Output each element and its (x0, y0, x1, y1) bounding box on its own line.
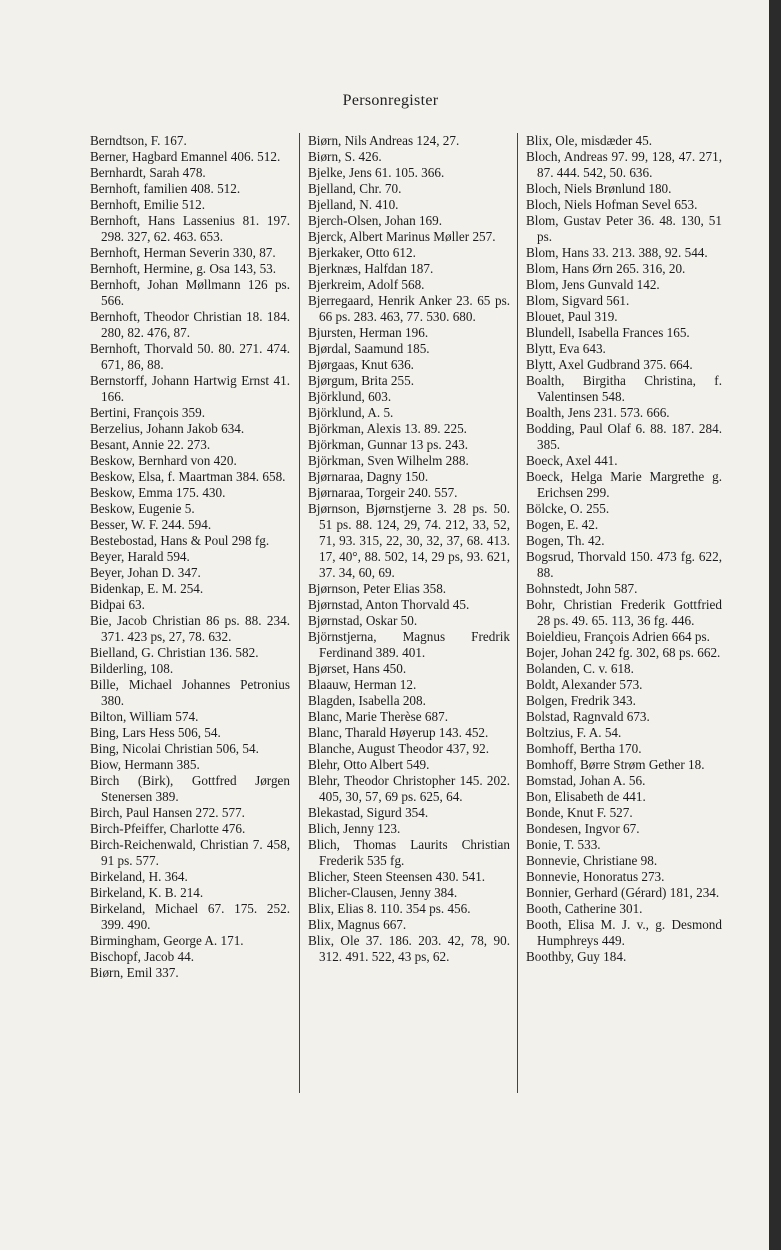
index-entry: Bernhoft, familien 408. 512. (90, 181, 241, 196)
index-entry: Blom, Jens Gunvald 142. (526, 277, 660, 292)
index-entry: Birch-Pfeiffer, Charlotte 476. (90, 821, 246, 836)
index-entry: Biow, Hermann 385. (90, 757, 200, 772)
column-rule (299, 133, 300, 1093)
index-entry: Blich, Thomas Laurits Christian Frederik 535 fg. (308, 837, 510, 868)
index-entry: Bjørnson, Bjørnstjerne 3. 28 ps. 50. 51 ps. 88. 124, 29, 74. 212, 33, 52, 71, 93. 315, 22, 30, 32, 37, 68. 413. 17, 40°, 88. 502, 14, 29 ps, 93. 621, 37. 34, 60, 69. (308, 501, 510, 580)
index-entry: Berner, Hagbard Emannel 406. 512. (90, 149, 281, 164)
index-entry: Bernhoft, Theodor Christian 18. 184. 280, 82. 476, 87. (90, 309, 290, 340)
index-entry: Birkeland, K. B. 214. (90, 885, 204, 900)
index-entry: Boothby, Guy 184. (526, 949, 627, 964)
index-entry: Bjerregaard, Henrik Anker 23. 65 ps. 66 ps. 283. 463, 77. 530. 680. (308, 293, 510, 324)
index-entry: Bohr, Christian Frederik Gottfried 28 ps. 49. 65. 113, 36 fg. 446. (526, 597, 722, 628)
index-entry: Bohnstedt, John 587. (526, 581, 638, 596)
index-entry: Bonnevie, Christiane 98. (526, 853, 658, 868)
index-entry: Blich, Jenny 123. (308, 821, 401, 836)
index-entry: Bomhoff, Børre Strøm Gether 18. (526, 757, 705, 772)
index-entry: Birkeland, H. 364. (90, 869, 188, 884)
index-entry: Bomstad, Johan A. 56. (526, 773, 646, 788)
index-entry: Björkman, Alexis 13. 89. 225. (308, 421, 467, 436)
index-entry: Berzelius, Johann Jakob 634. (90, 421, 245, 436)
index-entry: Bjørset, Hans 450. (308, 661, 407, 676)
index-entry: Blom, Sigvard 561. (526, 293, 630, 308)
index-entry: Blytt, Axel Gudbrand 375. 664. (526, 357, 693, 372)
index-entry: Blix, Elias 8. 110. 354 ps. 456. (308, 901, 471, 916)
index-entry: Biørn, Nils Andreas 124, 27. (308, 133, 460, 148)
index-entry: Bjerch-Olsen, Johan 169. (308, 213, 443, 228)
index-entry: Bernhoft, Thorvald 50. 80. 271. 474. 671, 86, 88. (90, 341, 290, 372)
index-entry: Bidpai 63. (90, 597, 145, 612)
index-entry: Bogen, Th. 42. (526, 533, 605, 548)
index-entry: Blom, Hans Ørn 265. 316, 20. (526, 261, 686, 276)
index-entry: Bolgen, Fredrik 343. (526, 693, 636, 708)
index-entry: Booth, Elisa M. J. v., g. Desmond Humphreys 449. (526, 917, 722, 948)
index-entry: Boltzius, F. A. 54. (526, 725, 622, 740)
index-entry: Blicher-Clausen, Jenny 384. (308, 885, 458, 900)
index-entry: Blekastad, Sigurd 354. (308, 805, 429, 820)
index-entry: Besant, Annie 22. 273. (90, 437, 211, 452)
index-entry: Boalth, Birgitha Christina, f. Valentinsen 548. (526, 373, 722, 404)
index-entry: Bjerkreim, Adolf 568. (308, 277, 425, 292)
index-entry: Blouet, Paul 319. (526, 309, 618, 324)
index-entry: Bielland, G. Christian 136. 582. (90, 645, 259, 660)
index-entry: Blom, Hans 33. 213. 388, 92. 544. (526, 245, 708, 260)
index-entry: Blehr, Theodor Christopher 145. 202. 405, 30, 57, 69 ps. 625, 64. (308, 773, 510, 804)
page-edge (769, 0, 781, 1250)
index-entry: Björklund, A. 5. (308, 405, 394, 420)
index-entry: Bernhoft, Emilie 512. (90, 197, 206, 212)
index-entry: Bogen, E. 42. (526, 517, 599, 532)
index-entry: Björkman, Gunnar 13 ps. 243. (308, 437, 469, 452)
index-entry: Bjørgum, Brita 255. (308, 373, 414, 388)
index-entry: Bloch, Niels Brønlund 180. (526, 181, 672, 196)
index-entry: Blagden, Isabella 208. (308, 693, 426, 708)
index-entry: Bolanden, C. v. 618. (526, 661, 634, 676)
index-entry: Beskow, Bernhard von 420. (90, 453, 237, 468)
index-entry: Bernstorff, Johann Hartwig Ernst 41. 166. (90, 373, 290, 404)
index-entry: Beyer, Harald 594. (90, 549, 190, 564)
index-entry: Bilderling, 108. (90, 661, 174, 676)
index-entry: Bjerck, Albert Marinus Møller 257. (308, 229, 496, 244)
index-entry: Bjerknæs, Halfdan 187. (308, 261, 434, 276)
index-entry: Bischopf, Jacob 44. (90, 949, 195, 964)
index-entry: Blicher, Steen Steensen 430. 541. (308, 869, 486, 884)
index-column-2 (308, 133, 510, 965)
index-entry: Blehr, Otto Albert 549. (308, 757, 430, 772)
index-entry: Bjelland, Chr. 70. (308, 181, 402, 196)
index-entry: Bjørnstad, Anton Thorvald 45. (308, 597, 470, 612)
index-entry: Bondesen, Ingvor 67. (526, 821, 640, 836)
index-entry: Bie, Jacob Christian 86 ps. 88. 234. 371. 423 ps, 27, 78. 632. (90, 613, 290, 644)
index-entry: Bernhoft, Johan Møllmann 126 ps. 566. (90, 277, 290, 308)
index-entry: Birch, Paul Hansen 272. 577. (90, 805, 245, 820)
index-entry: Bodding, Paul Olaf 6. 88. 187. 284. 385. (526, 421, 722, 452)
index-entry: Bing, Lars Hess 506, 54. (90, 725, 221, 740)
page-title: Personregister (342, 92, 439, 109)
index-entry: Bonde, Knut F. 527. (526, 805, 633, 820)
index-entry: Bjørgaas, Knut 636. (308, 357, 414, 372)
index-entry: Bloch, Andreas 97. 99, 128, 47. 271, 87. 444. 542, 50. 636. (526, 149, 722, 180)
index-entry: Bonnier, Gerhard (Gérard) 181, 234. (526, 885, 720, 900)
index-entry: Björklund, 603. (308, 389, 392, 404)
index-entry: Bjerkaker, Otto 612. (308, 245, 416, 260)
index-entry: Bölcke, O. 255. (526, 501, 610, 516)
index-entry: Bjursten, Herman 196. (308, 325, 429, 340)
index-entry: Boeck, Helga Marie Margrethe g. Erichsen 299. (526, 469, 722, 500)
index-entry: Besser, W. F. 244. 594. (90, 517, 212, 532)
index-entry: Birkeland, Michael 67. 175. 252. 399. 490. (90, 901, 290, 932)
index-entry: Bernhoft, Hermine, g. Osa 143, 53. (90, 261, 277, 276)
index-entry: Bonie, T. 533. (526, 837, 601, 852)
index-entry: Beskow, Elsa, f. Maartman 384. 658. (90, 469, 286, 484)
index-entry: Boeck, Axel 441. (526, 453, 618, 468)
index-entry: Blanc, Tharald Høyerup 143. 452. (308, 725, 489, 740)
index-entry: Blaauw, Herman 12. (308, 677, 417, 692)
index-entry: Bjørnson, Peter Elias 358. (308, 581, 447, 596)
index-entry: Biørn, S. 426. (308, 149, 382, 164)
index-entry: Bestebostad, Hans & Poul 298 fg. (90, 533, 270, 548)
index-entry: Blix, Ole 37. 186. 203. 42, 78, 90. 312. 491. 522, 43 ps, 62. (308, 933, 510, 964)
index-entry: Bomhoff, Bertha 170. (526, 741, 642, 756)
index-entry: Bjørnaraa, Dagny 150. (308, 469, 429, 484)
index-entry: Boalth, Jens 231. 573. 666. (526, 405, 670, 420)
index-entry: Biørn, Emil 337. (90, 965, 179, 980)
index-entry: Bernhoft, Herman Severin 330, 87. (90, 245, 276, 260)
index-entry: Bertini, François 359. (90, 405, 206, 420)
index-entry: Bille, Michael Johannes Petronius 380. (90, 677, 290, 708)
index-entry: Bjørnaraa, Torgeir 240. 557. (308, 485, 458, 500)
index-entry: Booth, Catherine 301. (526, 901, 643, 916)
index-entry: Blanche, August Theodor 437, 92. (308, 741, 490, 756)
index-entry: Bernhoft, Hans Lassenius 81. 197. 298. 327, 62. 463. 653. (90, 213, 290, 244)
index-entry: Björkman, Sven Wilhelm 288. (308, 453, 469, 468)
index-column-1 (90, 133, 290, 981)
index-entry: Bojer, Johan 242 fg. 302, 68 ps. 662. (526, 645, 721, 660)
index-entry: Bilton, William 574. (90, 709, 199, 724)
index-entry: Birch-Reichenwald, Christian 7. 458, 91 ps. 577. (90, 837, 290, 868)
index-entry: Bernhardt, Sarah 478. (90, 165, 206, 180)
index-entry: Bing, Nicolai Christian 506, 54. (90, 741, 259, 756)
index-entry: Blix, Magnus 667. (308, 917, 407, 932)
index-entry: Birmingham, George A. 171. (90, 933, 244, 948)
index-entry: Bloch, Niels Hofman Sevel 653. (526, 197, 698, 212)
index-entry: Boieldieu, François Adrien 664 ps. (526, 629, 710, 644)
index-entry: Bidenkap, E. M. 254. (90, 581, 204, 596)
index-entry: Bolstad, Ragnvald 673. (526, 709, 650, 724)
index-entry: Beyer, Johan D. 347. (90, 565, 201, 580)
index-entry: Bogsrud, Thorvald 150. 473 fg. 622, 88. (526, 549, 722, 580)
index-entry: Blanc, Marie Therèse 687. (308, 709, 449, 724)
index-entry: Blom, Gustav Peter 36. 48. 130, 51 ps. (526, 213, 722, 244)
index-entry: Berndtson, F. 167. (90, 133, 187, 148)
index-column-3 (526, 133, 722, 965)
index-entry: Beskow, Eugenie 5. (90, 501, 195, 516)
index-entry: Blundell, Isabella Frances 165. (526, 325, 690, 340)
index-entry: Blytt, Eva 643. (526, 341, 606, 356)
index-entry: Bon, Elisabeth de 441. (526, 789, 646, 804)
index-entry: Blix, Ole, misdæder 45. (526, 133, 653, 148)
index-entry: Bjelke, Jens 61. 105. 366. (308, 165, 445, 180)
index-entry: Boldt, Alexander 573. (526, 677, 643, 692)
column-rule (517, 133, 518, 1093)
index-entry: Bjørdal, Saamund 185. (308, 341, 430, 356)
index-entry: Beskow, Emma 175. 430. (90, 485, 226, 500)
index-entry: Birch (Birk), Gottfred Jørgen Stenersen 389. (90, 773, 290, 804)
index-entry: Bjørnstad, Oskar 50. (308, 613, 418, 628)
index-entry: Bjelland, N. 410. (308, 197, 399, 212)
index-entry: Björnstjerna, Magnus Fredrik Ferdinand 389. 401. (308, 629, 510, 660)
index-entry: Bonnevie, Honoratus 273. (526, 869, 665, 884)
